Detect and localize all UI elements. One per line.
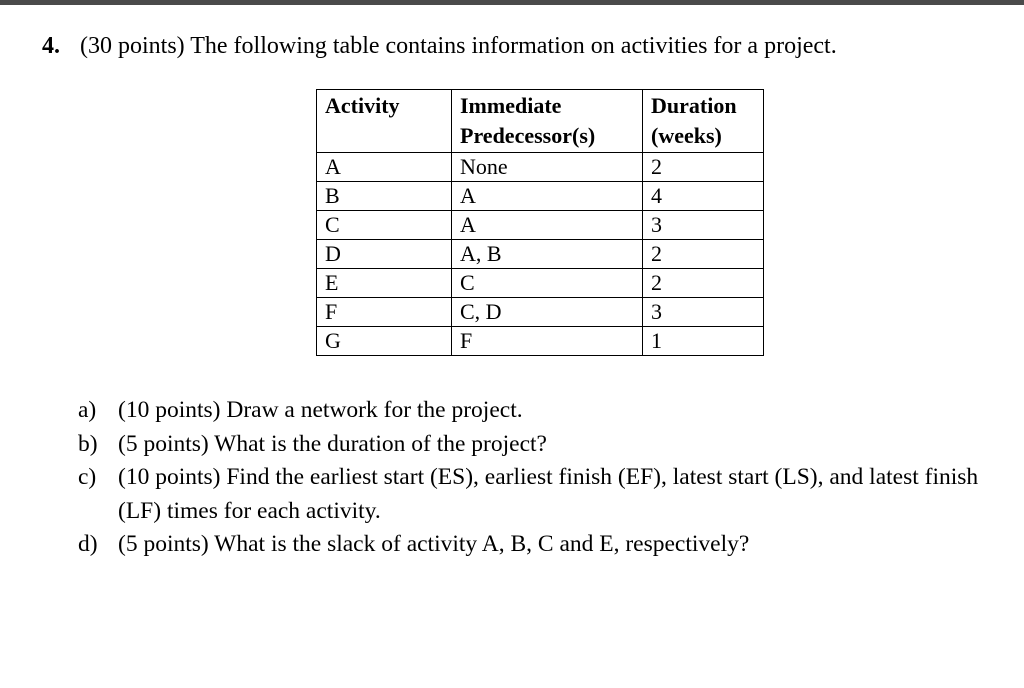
part-marker: b) xyxy=(78,430,98,457)
part-marker: a) xyxy=(78,397,97,423)
header-duration: Duration (weeks) xyxy=(643,90,764,153)
question-part-a xyxy=(78,394,998,428)
part-marker: d) xyxy=(78,531,98,557)
cell-predecessors: A xyxy=(452,182,643,211)
question-part-c xyxy=(78,461,998,528)
cell-activity: C xyxy=(317,211,452,240)
question-part-d xyxy=(78,528,998,562)
table-row xyxy=(317,240,764,269)
cell-activity: A xyxy=(317,153,452,182)
part-text: (5 points) What is the slack of activity A, B, C and E, respectively? xyxy=(118,531,750,557)
question-parts-list xyxy=(78,394,998,562)
table-row xyxy=(317,182,764,211)
table-row xyxy=(317,269,764,298)
part-text: (10 points) Find the earliest start (ES), earliest finish (EF), latest start (LS), and latest finish (LF) times for each activity. xyxy=(118,464,979,524)
table-row xyxy=(317,298,764,327)
cell-predecessors: A, B xyxy=(452,240,643,269)
question-header xyxy=(42,31,837,61)
cell-activity: F xyxy=(317,298,452,327)
cell-predecessors: None xyxy=(452,153,643,182)
part-marker: c) xyxy=(78,464,97,490)
cell-duration: 2 xyxy=(643,153,764,182)
cell-activity: G xyxy=(317,327,452,356)
cell-activity: B xyxy=(317,182,452,211)
activity-table xyxy=(316,89,764,356)
cell-duration: 3 xyxy=(643,298,764,327)
cell-predecessors: A xyxy=(452,211,643,240)
cell-predecessors: F xyxy=(452,327,643,356)
top-border xyxy=(0,0,1024,5)
question-number: 4. xyxy=(42,33,60,59)
cell-duration: 2 xyxy=(643,269,764,298)
part-text: (5 points) What is the duration of the project? xyxy=(118,430,547,457)
table-header-row xyxy=(317,90,764,153)
question-text: (30 points) The following table contains information on activities for a project. xyxy=(80,33,837,59)
cell-duration: 3 xyxy=(643,211,764,240)
cell-activity: E xyxy=(317,269,452,298)
table-row xyxy=(317,327,764,356)
header-activity: Activity xyxy=(317,90,452,153)
cell-predecessors: C, D xyxy=(452,298,643,327)
table-row xyxy=(317,211,764,240)
cell-predecessors: C xyxy=(452,269,643,298)
cell-duration: 4 xyxy=(643,182,764,211)
question-part-b xyxy=(78,428,998,462)
part-text: (10 points) Draw a network for the project. xyxy=(118,397,523,423)
cell-duration: 2 xyxy=(643,240,764,269)
cell-duration: 1 xyxy=(643,327,764,356)
header-predecessors: Immediate Predecessor(s) xyxy=(452,90,643,153)
cell-activity: D xyxy=(317,240,452,269)
table-row xyxy=(317,153,764,182)
